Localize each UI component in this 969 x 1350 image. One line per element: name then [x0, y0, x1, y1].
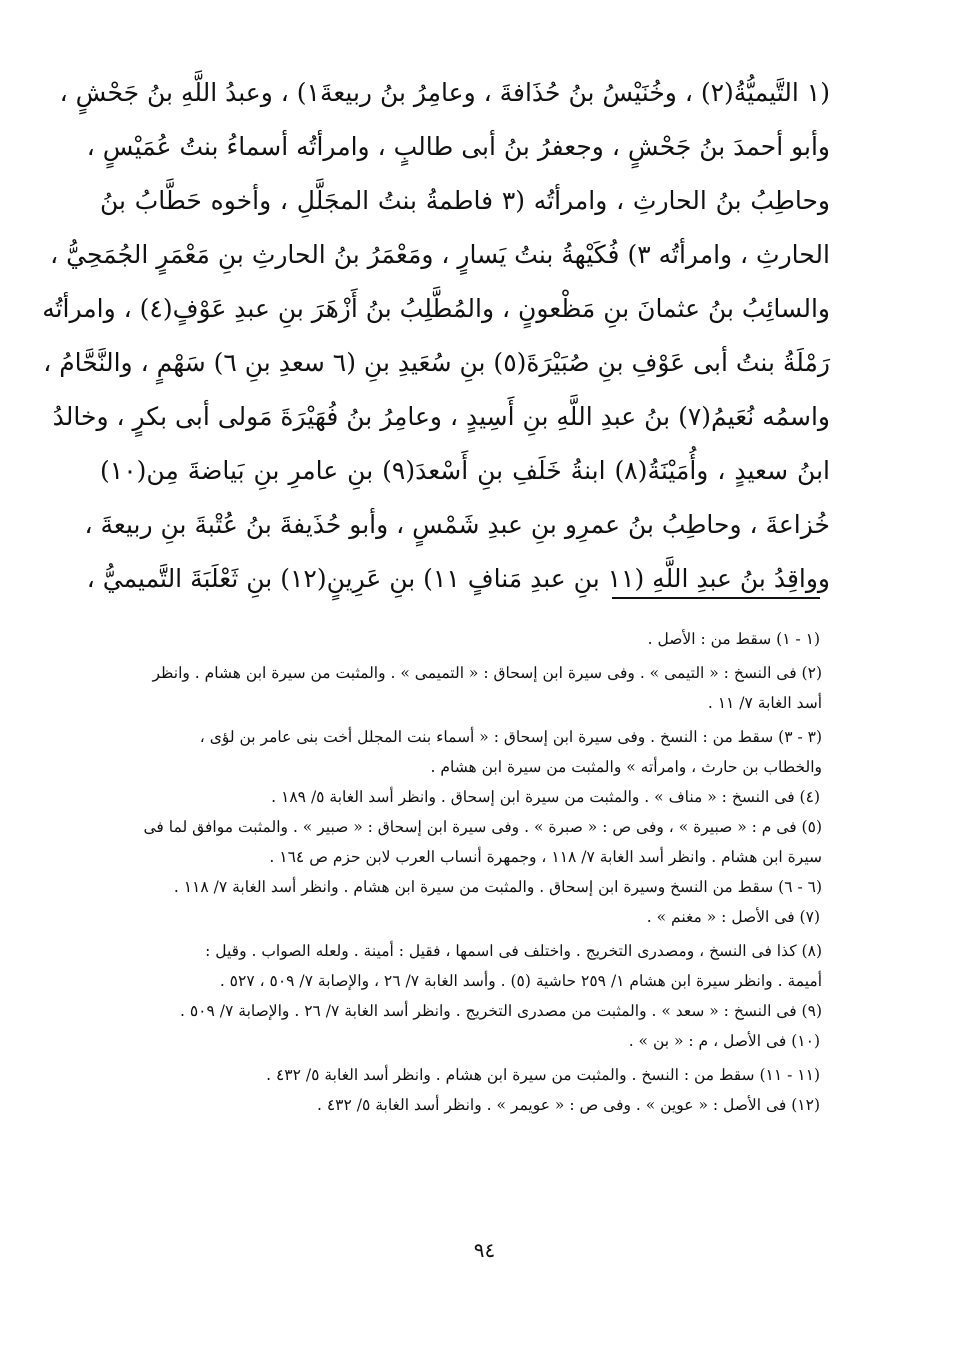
footnote-line: (٥) فى م : « صبيرة » ، وفى ص : « صبرة » . وفى سيرة ابن إسحاق : « صبير » . والمثبت موافق لما فى — [143, 818, 822, 836]
main-text-line: ابنُ سعيدٍ ، وأُمَيْنَةُ(٨) ابنةُ خَلَفِ بنِ أَسْعدَ(٩) بنِ عامرِ بنِ بَياضةَ مِن(١٠) — [100, 456, 830, 485]
main-text-line: رَمْلَةُ بنتُ أبى عَوْفِ بنِ صُبَيْرَةَ(٥) بنِ سُعَيدِ بنِ (٦ سعدِ بنِ ٦) سَهْمٍ ، والنَّحَّامُ ، — [43, 348, 830, 377]
main-text-line: (١ التَّيميُّةُ(٢) ، وخُنَيْسُ بنُ حُذَافةَ ، وعامِرُ بنُ ربيعةَ١) ، وعبدُ اللَّهِ بنُ جَحْشٍ ، — [59, 78, 830, 107]
footnote-line: (٩) فى النسخ : « سعد » . والمثبت من مصدرى التخريج . وانظر أسد الغابة ٧/ ٢٦ . والإصابة ٧/ ٥٠٩ . — [180, 1002, 822, 1020]
footnote-line: أسد الغابة ٧/ ١١ . — [707, 694, 822, 712]
footnote-line: والخطاب بن حارث ، وامرأته » والمثبت من سيرة ابن هشام . — [430, 758, 822, 776]
footnote-line: (١ - ١) سقط من : الأصل . — [647, 630, 820, 648]
main-text-line: واسمُه نُعَيمُ(٧) بنُ عبدِ اللَّهِ بنِ أَسِيدٍ ، وعامِرُ بنُ فُهَيْرَةَ مَولى أبى بكرٍ ، وخالدُ — [52, 402, 830, 431]
footnote-line: (١٢) فى الأصل : « عوين » . وفى ص : « عويمر » . وانظر أسد الغابة ٥/ ٤٣٢ . — [316, 1096, 820, 1114]
main-text-line: وواقِدُ بنُ عبدِ اللَّهِ (١١ بنِ عبدِ مَنافٍ ١١) بنِ عَرِينٍ(١٢) بنِ ثَعْلَبَةَ التَّميميُّ ، — [86, 564, 830, 593]
footnote-line: (٧) فى الأصل : « مغنم » . — [646, 908, 820, 926]
main-text-line: الحارثِ ، وامرأتُه ٣) فُكَيْهةُ بنتُ يَسارٍ ، ومَعْمَرُ بنُ الحارثِ بنِ مَعْمَرٍ الجُمَحِيُّ ، — [50, 240, 830, 269]
footnote-line: (٢) فى النسخ : « التيمى » . وفى سيرة ابن إسحاق : « التميمى » . والمثبت من سيرة ابن هشام . وانظر — [152, 664, 822, 682]
footnotes-block — [110, 624, 822, 1120]
main-text-line: وأبو أحمدَ بنُ جَحْشٍ ، وجعفرُ بنُ أبى طالبٍ ، وامرأتُه أسماءُ بنتُ عُمَيْسٍ ، — [86, 132, 830, 161]
footnote-line: (٤) فى النسخ : « مناف » . والمثبت من سيرة ابن إسحاق . وانظر أسد الغابة ٥/ ١٨٩ . — [271, 788, 820, 806]
main-text-line: والسائِبُ بنُ عثمانَ بنِ مَظْعونٍ ، والمُطَّلِبُ بنُ أَزْهَرَ بنِ عبدِ عَوْفٍ(٤) ، وامرأتُه — [42, 294, 830, 323]
footnote-line: (٨) كذا فى النسخ ، ومصدرى التخريج . واختلف فى اسمها ، فقيل : أمينة . ولعله الصواب . وقيل : — [205, 942, 822, 960]
footnote-line: أميمة . وانظر سيرة ابن هشام ١/ ٢٥٩ حاشية (٥) . وأسد الغابة ٧/ ٢٦ ، والإصابة ٧/ ٥٠٩ ، ٥٢٧ . — [219, 972, 822, 990]
page-number: ٩٤ — [473, 1238, 496, 1262]
footnote-divider — [612, 597, 820, 599]
footnote-line: (٦ - ٦) سقط من النسخ وسيرة ابن إسحاق . والمثبت من سيرة ابن هشام . وانظر أسد الغابة ٧/ ١١٨ . — [173, 878, 822, 896]
footnote-line: سيرة ابن هشام . وانظر أسد الغابة ٧/ ١١٨ ، وجمهرة أنساب العرب لابن حزم ص ١٦٤ . — [269, 848, 822, 866]
main-text-line: وحاطِبُ بنُ الحارثِ ، وامرأتُه (٣ فاطمةُ بنتُ المجَلَّلِ ، وأخوه حَطَّابُ بنُ — [100, 186, 830, 215]
main-text-block — [42, 66, 830, 606]
footnote-line: (٣ - ٣) سقط من : النسخ . وفى سيرة ابن إسحاق : « أسماء بنت المجلل أخت بنى عامر بن لؤى ، — [199, 728, 822, 746]
main-text-line: خُزاعةَ ، وحاطِبُ بنُ عمرِو بنِ عبدِ شَمْسٍ ، وأبو حُذَيفةَ بنُ عُتْبةَ بنِ ربيعةَ ، — [84, 510, 830, 539]
footnote-line: (١١ - ١١) سقط من : النسخ . والمثبت من سيرة ابن هشام . وانظر أسد الغابة ٥/ ٤٣٢ . — [266, 1066, 820, 1084]
footnote-line: (١٠) فى الأصل ، م : « بن » . — [628, 1032, 820, 1050]
